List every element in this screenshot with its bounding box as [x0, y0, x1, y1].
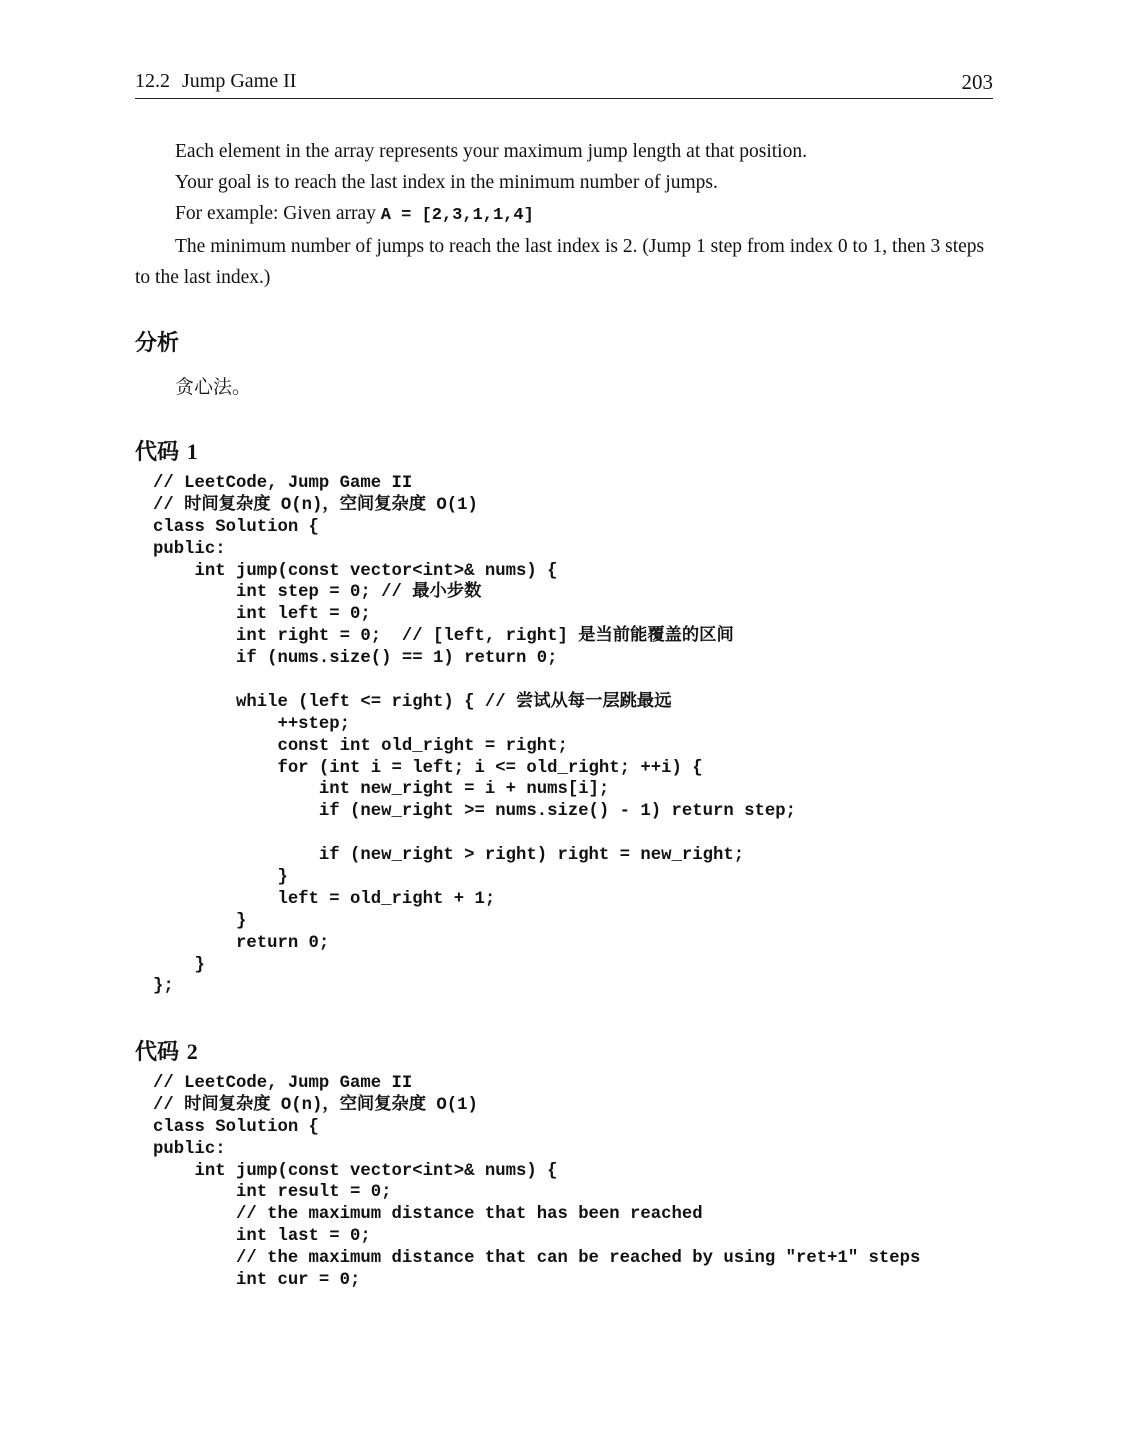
running-head: [135, 70, 296, 93]
code-line: class Solution {: [153, 517, 319, 537]
code-line: int left = 0;: [153, 605, 371, 625]
section-number: 12.2: [135, 70, 170, 92]
code-line: if (new_right >= nums.size() - 1) return step;: [153, 802, 796, 822]
code2-heading-label: 代码: [135, 1040, 180, 1065]
code-line: [153, 823, 796, 845]
example-array: A = [2,3,1,1,4]: [380, 206, 534, 225]
code-line: public:: [153, 539, 226, 559]
code-line: int right = 0; // [left, right] 是当前能覆盖的区间: [153, 627, 734, 647]
code-line: // the maximum distance that has been reached: [153, 1205, 703, 1225]
intro-example: [135, 198, 993, 231]
code-line: }: [153, 955, 205, 975]
page-header: [135, 68, 993, 99]
code-line: int jump(const vector<int>& nums) {: [153, 1161, 558, 1181]
code-line: int new_right = i + nums[i];: [153, 780, 610, 800]
code-line: public:: [153, 1139, 226, 1159]
intro-line-2: Your goal is to reach the last index in the minimum number of jumps.: [175, 172, 718, 193]
code2-heading: [135, 1035, 198, 1066]
analysis-text: 贪心法。: [175, 376, 252, 398]
code-line: const int old_right = right;: [153, 736, 568, 756]
code-block-1: [153, 473, 796, 998]
code1-heading-label: 代码: [135, 440, 180, 465]
code-line: int result = 0;: [153, 1183, 392, 1203]
code-line: left = old_right + 1;: [153, 889, 496, 909]
code-line: // 时间复杂度 O(n)，空间复杂度 O(1): [153, 1095, 478, 1115]
code-line: [153, 670, 796, 692]
code-line: ++step;: [153, 714, 351, 734]
page-number: 203: [961, 70, 993, 94]
code-line: int jump(const vector<int>& nums) {: [153, 561, 558, 581]
code-line: return 0;: [153, 933, 330, 953]
code-line: // the maximum distance that can be reached by using "ret+1" steps: [153, 1249, 921, 1269]
intro-line-4: The minimum number of jumps to reach the last index is 2. (Jump 1 step from index 0 to 1, then 3 steps to the last index.): [135, 236, 985, 288]
code-line: if (new_right > right) right = new_right;: [153, 846, 745, 866]
code2-heading-number: 2: [186, 1039, 198, 1064]
code-line: for (int i = left; i <= old_right; ++i) {: [153, 758, 703, 778]
code-line: // 时间复杂度 O(n)，空间复杂度 O(1): [153, 495, 478, 515]
code-line: // LeetCode, Jump Game II: [153, 1074, 413, 1093]
intro-line-1: Each element in the array represents your maximum jump length at that position.: [175, 141, 807, 162]
code-line: int last = 0;: [153, 1227, 371, 1247]
code-block-2: [153, 1073, 920, 1292]
code-line: }: [153, 868, 288, 888]
code-line: if (nums.size() == 1) return 0;: [153, 649, 558, 669]
section-title: Jump Game II: [182, 70, 297, 92]
code-line: // LeetCode, Jump Game II: [153, 474, 413, 493]
code-line: int cur = 0;: [153, 1271, 361, 1291]
code-line: while (left <= right) { // 尝试从每一层跳最远: [153, 692, 672, 712]
code-line: }: [153, 911, 247, 931]
code-line: int step = 0; // 最小步数: [153, 583, 482, 603]
code1-heading-number: 1: [186, 439, 198, 464]
analysis-heading: 分析: [135, 331, 180, 356]
example-prefix: For example: Given array: [175, 203, 381, 224]
code-line: class Solution {: [153, 1117, 319, 1137]
code-line: };: [153, 977, 174, 997]
code1-heading: [135, 435, 198, 466]
